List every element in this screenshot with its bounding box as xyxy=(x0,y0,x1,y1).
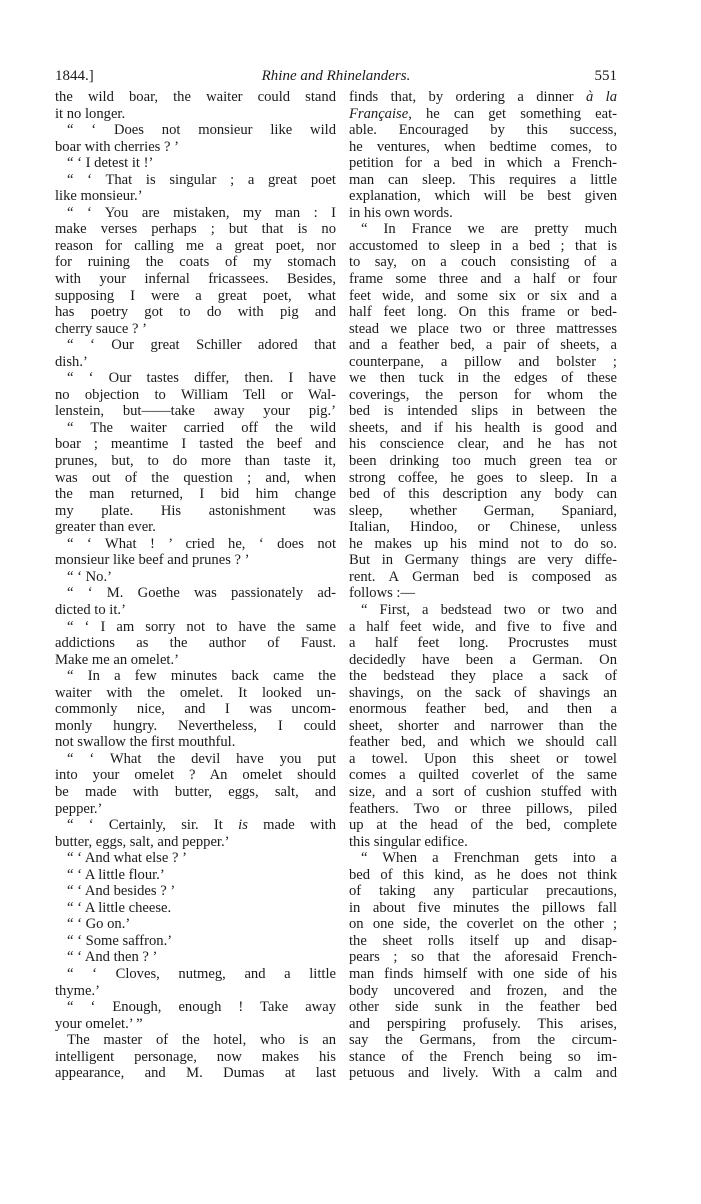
text-line: “ In a few minutes back came the xyxy=(67,668,336,685)
text-line: sleep, whether German, Spaniard, xyxy=(349,502,617,519)
text-line: like monsieur.’ xyxy=(55,188,143,205)
text-line: waiter with the omelet. It looked un- xyxy=(55,684,336,701)
text-line: boar with cherries ? ’ xyxy=(55,138,179,155)
text-line: the bedstead they place a sack of xyxy=(349,668,617,685)
text-line: in his own words. xyxy=(349,204,453,221)
text-line: in about five minutes the pillows fall xyxy=(349,899,617,916)
text-line: boar ; meantime I tasted the beef and xyxy=(55,436,336,453)
text-line: sheet, shorter and narrower than the xyxy=(349,717,617,734)
text-line: sheets, and if his health is good and xyxy=(349,419,617,436)
text-line: feet wide, and some six or six and a xyxy=(349,287,617,304)
text-line: “ ‘ And then ? ’ xyxy=(67,949,158,966)
text-line: greater than ever. xyxy=(55,519,156,536)
text-line: no objection to William Tell or Wal- xyxy=(55,386,336,403)
text-line: say the Germans, from the circum- xyxy=(349,1032,617,1049)
text-line: not swallow the first mouthful. xyxy=(55,734,236,751)
text-line: he makes up his mind not to do so. xyxy=(349,535,617,552)
text-line: a towel. Upon this sheet or towel xyxy=(349,750,617,767)
text-line: dish.’ xyxy=(55,353,88,370)
text-line: half feet long. On this frame or bed- xyxy=(349,304,617,321)
text-line: bed of this description any body can xyxy=(349,486,617,503)
text-line: addictions as the author of Faust. xyxy=(55,635,336,652)
text-line: “ ‘ No.’ xyxy=(67,568,112,585)
text-line: appearance, and M. Dumas at last xyxy=(55,1065,336,1082)
text-line: he ventures, when bedtime comes, to xyxy=(349,138,617,155)
text-line: decidedly have been a German. On xyxy=(349,651,617,668)
page-number: 551 xyxy=(594,68,617,84)
running-head-title: Rhine and Rhinelanders. xyxy=(261,68,411,84)
text-line: “ ‘ I am sorry not to have the same xyxy=(67,618,336,635)
text-line: feathers. Two or three pillows, piled xyxy=(349,800,617,817)
text-line: up at the head of the bed, complete xyxy=(349,817,617,834)
text-line: Make me an omelet.’ xyxy=(55,651,179,668)
text-line: Italian, Hindoo, or Chinese, unless xyxy=(349,519,617,536)
text-line: “ In France we are pretty much xyxy=(361,221,617,238)
text-line: bed is intended slips in between the xyxy=(349,403,617,420)
text-line: pears ; so that the aforesaid French- xyxy=(349,949,617,966)
text-line: and a feather bed, a pair of sheets, a xyxy=(349,337,617,354)
text-line: reason for calling me a great poet, nor xyxy=(55,237,336,254)
running-head xyxy=(55,66,617,88)
text-line: cherry sauce ? ’ xyxy=(55,320,147,337)
text-line: “ ‘ Enough, enough ! Take away xyxy=(67,999,336,1016)
text-line: frame some three and a half or four xyxy=(349,271,617,288)
text-line: “ ‘ A little flour.’ xyxy=(67,866,165,883)
text-line: other side sunk in the feather bed xyxy=(349,999,617,1016)
text-line: “ ‘ Our great Schiller adored that xyxy=(67,337,336,354)
text-line: monly hungry. Nevertheless, I could xyxy=(55,717,336,734)
text-line: man finds himself with one side of his xyxy=(349,965,617,982)
italic-text: is xyxy=(238,817,248,834)
text-line: monsieur like beef and prunes ? ’ xyxy=(55,552,250,569)
text-line: But in Germany things are very diffe- xyxy=(349,552,617,569)
text-line: “ First, a bedstead two or two and xyxy=(361,601,617,618)
text-line: butter, eggs, salt, and pepper.’ xyxy=(55,833,230,850)
text-line: petuous and lively. With a calm and xyxy=(349,1065,617,1082)
italic-text: Française xyxy=(349,105,409,122)
text-line: “ When a Frenchman gets into a xyxy=(361,850,617,867)
text-line: “ ‘ Some saffron.’ xyxy=(67,932,173,949)
text-line: into your omelet ? An omelet should xyxy=(55,767,336,784)
text-line: the man returned, I bid him change xyxy=(55,486,336,503)
text-line: the sheet rolls itself up and disap- xyxy=(349,932,617,949)
text-line: to say, on a couch consisting of a xyxy=(349,254,617,271)
text-line: and perspiring profusely. This arises, xyxy=(349,1015,617,1032)
text-line: we then tuck in the edges of these xyxy=(349,370,617,387)
text-line: feather bed, and which we should call xyxy=(349,734,617,751)
text-line: man can sleep. This requires a little xyxy=(349,171,617,188)
text-line: “ ‘ You are mistaken, my man : I xyxy=(67,204,336,221)
text-line: “ ‘ And what else ? ’ xyxy=(67,850,187,867)
text-line: “ ‘ What ! ’ cried he, ‘ does not xyxy=(67,535,336,552)
text-line: accustomed to sleep in a bed ; that is xyxy=(349,237,617,254)
text-line: on one side, the coverlet on the other ; xyxy=(349,916,617,933)
text-line: was out of the question ; and, when xyxy=(55,469,336,486)
text-line: “ ‘ A little cheese. xyxy=(67,899,172,916)
text-line: comes a quilted coverlet of the same xyxy=(349,767,617,784)
text-line: coverings, the person for whom the xyxy=(349,386,617,403)
text-line: strong coffee, he goes to sleep. In a xyxy=(349,469,617,486)
text-line: with your infernal fricassees. Besides, xyxy=(55,271,336,288)
text-line: “ ‘ Go on.’ xyxy=(67,916,131,933)
text-line: “ ‘ I detest it !’ xyxy=(67,155,154,172)
text-line: make verses perhaps ; but that is no xyxy=(55,221,336,238)
text-line: “ ‘ Does not monsieur like wild xyxy=(67,122,336,139)
left-column xyxy=(55,89,336,1082)
text-line: petition for a bed in which a French- xyxy=(349,155,617,172)
text-line: bed of this kind, as he does not think xyxy=(349,866,617,883)
text-line: Française, he can get something eat- xyxy=(349,105,617,122)
text-line: stance of the French being so im- xyxy=(349,1048,617,1065)
text-line: be made with butter, eggs, salt, and xyxy=(55,783,336,800)
text-line: lenstein, but——take away your pig.’ xyxy=(55,403,336,420)
text-line: prunes, but, to do more than taste it, xyxy=(55,453,336,470)
text-line: rent. A German bed is composed as xyxy=(349,568,617,585)
text-line: “ ‘ M. Goethe was passionately ad- xyxy=(67,585,336,602)
text-line: this singular edifice. xyxy=(349,833,468,850)
text-line: a half feet wide, and five to five and xyxy=(349,618,617,635)
text-line: “ ‘ Cloves, nutmeg, and a little xyxy=(67,965,336,982)
text-line: body uncovered and frozen, and the xyxy=(349,982,617,999)
text-line: of taking any particular precautions, xyxy=(349,883,617,900)
text-line: pepper.’ xyxy=(55,800,103,817)
text-line: thyme.’ xyxy=(55,982,100,999)
text-line: able. Encouraged by this success, xyxy=(349,122,617,139)
text-line: intelligent personage, now makes his xyxy=(55,1048,336,1065)
text-line: “ ‘ And besides ? ’ xyxy=(67,883,176,900)
book-page xyxy=(55,66,618,1082)
text-line: “ ‘ What the devil have you put xyxy=(67,750,336,767)
text-line: his conscience clear, and he has not xyxy=(349,436,617,453)
text-line: the wild boar, the waiter could stand xyxy=(55,89,336,105)
text-line: size, and a sort of cushion stuffed with xyxy=(349,783,617,800)
italic-text: à la xyxy=(585,89,618,105)
text-line: supposing I were a great poet, what xyxy=(55,287,336,304)
text-line: The master of the hotel, who is an xyxy=(67,1032,336,1049)
text-line: finds that, by ordering a dinner à la xyxy=(349,89,618,105)
text-line: enormous feather bed, and then a xyxy=(349,701,617,718)
text-line: commonly nice, and I was uncom- xyxy=(55,701,336,718)
text-line: has poetry got to do with pig and xyxy=(55,304,336,321)
right-column xyxy=(349,89,617,1082)
text-line: “ ‘ Certainly, sir. It is made with xyxy=(67,817,336,834)
text-line: your omelet.’ ” xyxy=(55,1015,143,1032)
text-line: for ruining the coats of my stomach xyxy=(55,254,336,271)
text-line: follows :— xyxy=(349,585,416,602)
text-line: a half feet long. Procrustes must xyxy=(349,635,617,652)
text-line: it no longer. xyxy=(55,105,126,122)
text-line: “ ‘ That is singular ; a great poet xyxy=(67,171,336,188)
text-line: explanation, which will be best given xyxy=(349,188,617,205)
text-line: dicted to it.’ xyxy=(55,601,126,618)
text-line: stead we place two or three mattresses xyxy=(349,320,617,337)
text-line: “ The waiter carried off the wild xyxy=(67,419,336,436)
text-line: counterpane, a pillow and bolster ; xyxy=(349,353,617,370)
text-line: been drinking too much green tea or xyxy=(349,453,617,470)
text-line: my plate. His astonishment was xyxy=(55,502,336,519)
running-head-year: 1844.] xyxy=(55,68,94,84)
text-line: “ ‘ Our tastes differ, then. I have xyxy=(67,370,336,387)
text-line: shavings, on the sack of shavings an xyxy=(349,684,617,701)
